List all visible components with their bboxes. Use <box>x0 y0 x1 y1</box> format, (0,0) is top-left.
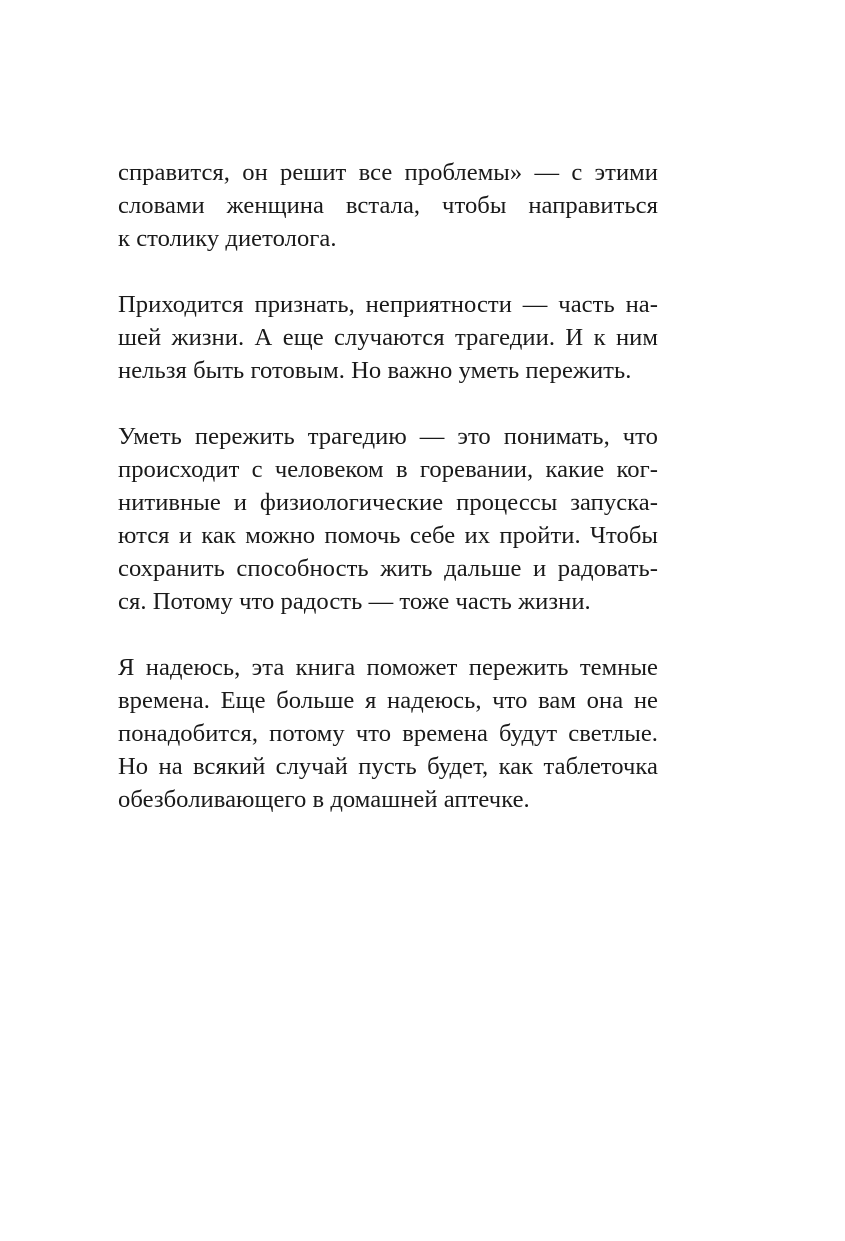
text-line: словами женщина встала, чтобы направиться <box>118 192 658 219</box>
text-line: обезболивающего в домашней аптечке. <box>118 786 530 813</box>
text-line: нельзя быть готовым. Но важно уметь пережить. <box>118 357 632 384</box>
text-line: Приходится признать, неприятности — часть на- <box>118 291 658 318</box>
text-line: происходит с человеком в горевании, какие ког- <box>118 456 658 483</box>
paragraph-1 <box>118 156 658 255</box>
paragraph-4 <box>118 651 658 816</box>
text-line: понадобится, потому что времена будут светлые. <box>118 720 658 747</box>
text-line: времена. Еще больше я надеюсь, что вам она не <box>118 687 658 714</box>
paragraph-3 <box>118 420 658 618</box>
text-line: ются и как можно помочь себе их пройти. Чтобы <box>118 522 658 549</box>
text-line: Но на всякий случай пусть будет, как таблеточка <box>118 753 658 780</box>
text-line: сохранить способность жить дальше и радовать- <box>118 555 658 582</box>
body-text <box>118 156 658 849</box>
text-line: справится, он решит все проблемы» — с этими <box>118 159 658 186</box>
text-line: нитивные и физиологические процессы запуска- <box>118 489 658 516</box>
text-line: Уметь пережить трагедию — это понимать, что <box>118 423 658 450</box>
text-line: Я надеюсь, эта книга поможет пережить темные <box>118 654 658 681</box>
paragraph-2 <box>118 288 658 387</box>
text-line: шей жизни. А еще случаются трагедии. И к ним <box>118 324 658 351</box>
text-line: к столику диетолога. <box>118 225 337 252</box>
text-line: ся. Потому что радость — тоже часть жизни. <box>118 588 591 615</box>
